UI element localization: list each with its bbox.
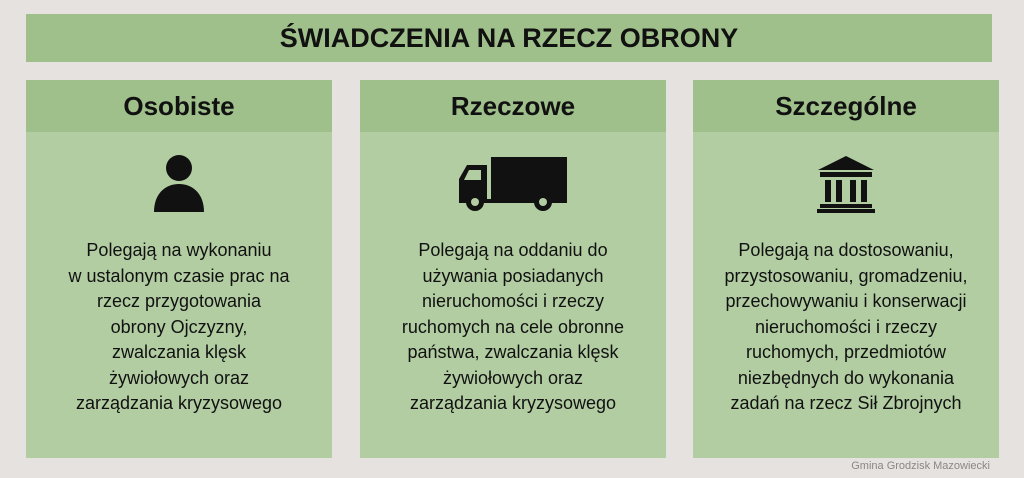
- column-description: Polegają na oddaniu do używania posiadanych nieruchomości i rzeczy ruchomych na cele obronne państwa, zwalczania klęsk żywiołowych oraz zarządzania kryzysowego: [401, 240, 625, 413]
- column-heading: Osobiste: [26, 80, 332, 132]
- person-icon: [151, 154, 207, 214]
- main-title: ŚWIADCZENIA NA RZECZ OBRONY: [26, 14, 992, 62]
- column-description: Polegają na wykonaniu w ustalonym czasie prac na rzecz przygotowania obrony Ojczyzny, zwalczania klęsk żywiołowych oraz zarządzania kryzysowego: [68, 240, 290, 413]
- column-szczegolne: [693, 80, 999, 458]
- source-credit: Gmina Grodzisk Mazowiecki: [851, 460, 990, 472]
- government-building-icon: [816, 154, 876, 214]
- column-rzeczowe: [360, 80, 666, 458]
- column-osobiste: [26, 80, 332, 458]
- column-description: Polegają na dostosowaniu, przystosowaniu, gromadzeniu, przechowywaniu i konserwacji nieruchomości i rzeczy ruchomych, przedmiotów niezbędnych do wykonania zadań na rzecz Sił Zbrojnych: [724, 240, 968, 413]
- column-heading: Szczególne: [693, 80, 999, 132]
- column-heading: Rzeczowe: [360, 80, 666, 132]
- truck-icon: [457, 155, 569, 213]
